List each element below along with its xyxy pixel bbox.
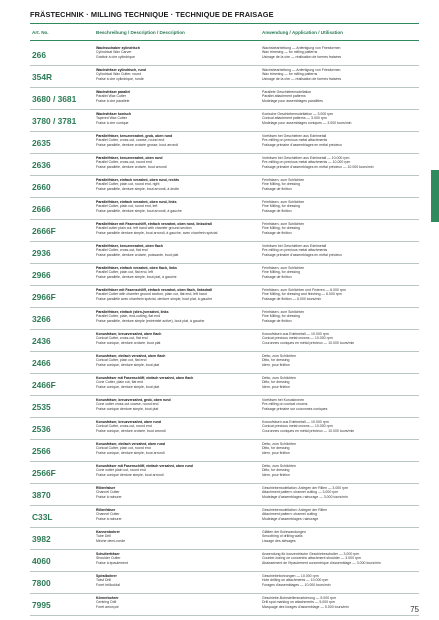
article-number: 3870: [32, 489, 51, 500]
application-line: Glätten der Bohrwandungen: [262, 530, 306, 534]
application-line: Idem, pour finition: [262, 472, 290, 477]
application-line: Fraisage de finition: [262, 318, 292, 323]
table-row: [30, 352, 419, 374]
description-line: Fraise conique denture simple, bout plat: [96, 406, 159, 411]
application-line: Modelage pour assemblages coniques — 3.000 tours/min: [262, 120, 352, 125]
description-line: Parallel Cutter, cross-cut, round end: [96, 160, 152, 165]
application-line: Modelage d'assemblages: rainurage — 3.000 tours/min: [262, 494, 348, 499]
description-line: Parallelfräser, kreuzverzahnt, grob, oben rund: [96, 134, 173, 138]
article-number: 2666: [32, 203, 51, 214]
application-line: Usinage de la cire — réalisation de formes fraisées: [262, 76, 342, 81]
description: [96, 508, 270, 521]
table-row: [30, 66, 419, 88]
application-line: Idem, pour finition: [262, 384, 290, 389]
description-line: Grattoir à cire cylindrique: [96, 54, 135, 59]
article-number: 354R: [32, 71, 53, 82]
description-line: Parallelfräser, einfach verzahnt, oben rund, rechts: [96, 178, 180, 182]
article-number: 7995: [32, 599, 51, 610]
application: [262, 508, 419, 521]
description-line: Cone cutter cross-cut coarse, round end: [96, 402, 159, 407]
application-line: Abaissement de l'épaulement concentrique d'assemblage — 3.000 tours/min: [262, 560, 381, 565]
application-line: Modelage pour assemblages parallèles: [262, 98, 323, 103]
description-line: Fraise parallèle, denture croisée grosse, bout arrondi: [96, 142, 179, 147]
application: [262, 288, 419, 301]
description-line: Konusfräser, kreuzverzahnt, oben rund: [96, 420, 161, 424]
application-line: Fraisage de finition: [262, 208, 292, 213]
application-line: Drill spot marking on attachments — 5.000 rpm: [262, 600, 336, 605]
description-line: Konusfräser, kreuzverzahnt, oben flach: [96, 332, 162, 336]
application-line: Fraisage de finition: [262, 186, 292, 191]
application-line: Ditto, for dressing: [262, 468, 290, 473]
table-row: [30, 330, 419, 352]
application-line: Smoothing of drilling walls: [262, 534, 303, 539]
application-line: Hole drilling on attachments — 10.000 rpm: [262, 578, 329, 583]
description-line: Conical Cutter, plain cut, flat end: [96, 358, 147, 363]
article-number: 3982: [32, 533, 51, 544]
description-line: Fraise à épaulement: [96, 560, 128, 565]
application-line: Ditto, for dressing: [262, 380, 290, 385]
description-line: Fraise conique, denture croisée, bout plat: [96, 340, 161, 345]
description-line: Fraise parallèle, denture croisée, bout arrondi: [96, 164, 167, 169]
application-line: Marquage des forages d'assemblage — 5.000 tours/min: [262, 604, 350, 609]
description-line: Parallel Cutter, cross-cut, coarse, round end: [96, 138, 165, 143]
description-line: Cone Cutter, plain cut, flat end: [96, 380, 144, 385]
description-line: Parallelfräser, kreuzverzahnt, oben rund: [96, 156, 163, 160]
description: [96, 68, 270, 81]
description-line: Parallel Cutter, cross-cut, flat end: [96, 248, 148, 253]
description: [96, 134, 270, 147]
section-tab: [431, 170, 439, 222]
page-title: FRÄSTECHNIK · MILLING TECHNIQUE · TECHNIQUE DE FRAISAGE: [30, 10, 274, 19]
description-line: Fraise conique, denture simple, bout plat: [96, 384, 160, 389]
application-line: Forages d'assemblages — 10.000 tours/min: [262, 582, 331, 587]
application-line: Fine Milling, for dressing: [262, 182, 300, 187]
description: [96, 46, 270, 59]
application-line: Geschiebebohrungen — 10.000 rpm: [262, 574, 319, 578]
application: [262, 596, 419, 609]
description: [96, 464, 270, 477]
table-row: [30, 220, 419, 242]
application: [262, 552, 419, 565]
application-line: Idem, pour finition: [262, 450, 290, 455]
description-line: Parallel Cutter with chamfer ground section, plain cut, flat end, left hand: [96, 292, 207, 297]
description: [96, 332, 270, 345]
description: [96, 90, 270, 103]
description: [96, 420, 270, 433]
description-line: Parallelfräser, einfach verzahnt, oben flach, links: [96, 266, 177, 270]
table-row: [30, 396, 419, 418]
application-line: Geschiebe-Bohrstellenmarkierung — 5.000 rpm: [262, 596, 337, 600]
description: [96, 200, 270, 213]
table-row: [30, 550, 419, 572]
description-line: Fraise conique, denture simple, bout arrondi: [96, 450, 165, 455]
application-line: Conical precious metal crowns — 10.000 rpm: [262, 336, 333, 341]
table-row: [30, 286, 419, 308]
application-line: Attachment pattern: channel cutting — 3.000 rpm: [262, 490, 339, 495]
description-line: Spiralbohrer: [96, 574, 117, 578]
description-line: Wachsschaber zylindrisch: [96, 46, 140, 50]
column-header-description: Beschreibung / Description / Description: [96, 30, 185, 35]
description-line: Parallel Cutter, plain cut, round end, left: [96, 204, 158, 209]
description: [96, 178, 270, 191]
description-line: Fraise conique, denture croisée, bout arrondi: [96, 428, 166, 433]
table-row: [30, 242, 419, 264]
table-row: [30, 462, 419, 484]
article-number: 2466: [32, 357, 51, 368]
application-line: Usinage de la cire — réalisation de formes fraisées: [262, 54, 342, 59]
description-line: Parallel Cutter, plain, end-cutting, flat end: [96, 314, 161, 319]
application-line: Wachsbearbeitung — Anfertigung von Friesformen: [262, 68, 341, 72]
description-line: Conical Cutter, cross-cut, round end: [96, 424, 152, 429]
application: [262, 420, 419, 433]
description: [96, 398, 270, 411]
column-header-art: Art. No.: [32, 30, 49, 35]
application-line: Feinfräsen, zum Schlichten: [262, 266, 305, 270]
page-number: 75: [410, 605, 419, 614]
description-line: Rillenfräser: [96, 486, 116, 490]
application-line: Vorfräsen bei Geschieben aus Edelmetall: [262, 244, 327, 248]
application-line: Wax trimming — for milling patterns: [262, 72, 318, 77]
article-number: 2635: [32, 137, 51, 148]
description-line: Fraise à cire conique: [96, 120, 129, 125]
application: [262, 486, 419, 499]
product-table: [30, 44, 419, 616]
description-line: Parallel Wax Cutter: [96, 94, 127, 99]
article-number: C33L: [32, 511, 53, 522]
table-row: [30, 198, 419, 220]
article-number: 2636: [32, 159, 51, 170]
application-line: Ditto, for dressing: [262, 358, 290, 363]
application-line: Fraisage de finition — 6.000 tours/min: [262, 296, 322, 301]
description-line: Twist Drill: [96, 578, 111, 583]
description-line: Parallelfräser, kreuzverzahnt, oben flach: [96, 244, 163, 248]
article-number: 2966F: [32, 291, 56, 302]
description-line: Fraise parallèle, denture simple, bout arrondi, à gauche: [96, 208, 182, 213]
description: [96, 310, 270, 323]
application-line: Pre-milling on precious metal attachments: [262, 138, 328, 143]
table-row: [30, 506, 419, 528]
article-number: 2566: [32, 445, 51, 456]
application: [262, 68, 419, 81]
description-line: Fraise parallèle avec chanfrein spécial, denture simple, bout plat, à gauche: [96, 296, 213, 301]
table-row: [30, 44, 419, 66]
application: [262, 398, 419, 411]
application-line: Parallel attachment patterns: [262, 94, 306, 99]
application-line: Feinfräsen, zum Schlichten: [262, 310, 305, 314]
application: [262, 222, 419, 235]
description-line: Schulterfräser: [96, 552, 120, 556]
application-line: Anwendung für konzentrische Geschiebeschulter — 3.000 rpm: [262, 552, 360, 556]
application: [262, 134, 419, 147]
description-line: Kannenbohrer: [96, 530, 120, 534]
description-line: Wachsfräser konisch: [96, 112, 132, 116]
article-number: 2966: [32, 269, 51, 280]
description: [96, 266, 270, 279]
description-line: Conical Cutter, plain cut, round end: [96, 446, 151, 451]
description-line: Parallel Cutter, plain cut, round end, right: [96, 182, 160, 187]
application-line: Vorfräsen bei Geschieben aus Edelmetall — 10.000 rpm: [262, 156, 350, 160]
application-line: Fine Milling, for dressing and finishing — 6.000 rpm: [262, 292, 342, 297]
application-line: Detto, zum Schlichten: [262, 442, 297, 446]
table-row: [30, 176, 419, 198]
description: [96, 596, 270, 609]
description: [96, 244, 270, 257]
article-number: 7800: [32, 577, 51, 588]
description: [96, 156, 270, 169]
table-row: [30, 418, 419, 440]
description-line: Fraise conique denture simple, bout arrondi: [96, 472, 164, 477]
application-line: Fine Milling, for dressing: [262, 226, 300, 231]
table-row: [30, 572, 419, 594]
table-row: [30, 88, 419, 110]
description-line: Fraise à rainurer: [96, 494, 122, 499]
application: [262, 266, 419, 279]
description-line: Cylindrical Wax Cutter, round: [96, 72, 142, 77]
application: [262, 46, 419, 59]
application-line: Pre-milling on precious metal attachments: [262, 248, 328, 253]
application-line: Feinfräsen, zum Schlichten: [262, 200, 305, 204]
description-line: Wachsfräser parallel: [96, 90, 131, 94]
application: [262, 530, 419, 543]
description-line: Centring Drill: [96, 600, 117, 605]
application: [262, 200, 419, 213]
description-line: Cylindrical Wax Carver: [96, 50, 132, 55]
article-number: 2536: [32, 423, 51, 434]
application-line: Fraisage de finition: [262, 230, 292, 235]
page-header: [30, 10, 419, 26]
description: [96, 442, 270, 455]
application-line: Conical precious metal crowns — 10.000 rpm: [262, 424, 333, 429]
description-line: Parallelfräser, einfach (stirn-)verzahnt, links: [96, 310, 169, 314]
description: [96, 486, 270, 499]
application: [262, 442, 419, 455]
table-row: [30, 132, 419, 154]
application-line: Fine Milling, for dressing: [262, 314, 300, 319]
application: [262, 574, 419, 587]
description-line: Parallelfräser mit Fasenschliff, einfach verzahnt, oben flach, linksdrall: [96, 288, 213, 292]
application-line: Couronnes coniques en métal précieux — 10.000 tours/min: [262, 340, 355, 345]
article-number: 2936: [32, 247, 51, 258]
application-line: Conical attachment patterns — 3.000 rpm: [262, 116, 327, 121]
description: [96, 354, 270, 367]
application-line: Vorfräsen bei Geschieben aus Edelmetall: [262, 134, 327, 138]
article-number: 266: [32, 49, 46, 60]
application-line: Fine Milling, for dressing: [262, 204, 300, 209]
application: [262, 90, 419, 103]
application-line: Pre-milling on conical crowns: [262, 402, 308, 407]
application-line: Pre-milling on precious metal attachments — 10.000 rpm: [262, 160, 351, 165]
description-line: Fraise parallèle, denture simple, bout plat, à gauche: [96, 274, 177, 279]
application-line: Konusfräsen aus Edelmetall — 10.000 rpm: [262, 332, 329, 336]
application-line: Konische Geschiebemodellation — 3.000 rpm: [262, 112, 334, 116]
application-line: Ditto, for dressing: [262, 446, 290, 451]
description-line: Fraise à rainurer: [96, 516, 122, 521]
description: [96, 288, 270, 301]
description-line: Fraise parallèle, denture simple (extrémité active), bout plat, à gauche: [96, 318, 205, 323]
application-line: Fine Milling, for dressing: [262, 270, 300, 275]
application-line: Detto, zum Schlichten: [262, 354, 297, 358]
table-row: [30, 110, 419, 132]
description-line: Fraise conique, denture simple, bout plat: [96, 362, 160, 367]
application-line: Fraisage primaire sur couronnes coniques: [262, 406, 328, 411]
table-row: [30, 308, 419, 330]
description-line: Parallel cutter plain cut, left hand with chamfer ground section: [96, 226, 192, 231]
description-line: Foret hélicoïdal: [96, 582, 120, 587]
description-line: Fraise à cire parallèle: [96, 98, 130, 103]
description: [96, 222, 270, 235]
article-number: 4060: [32, 555, 51, 566]
application: [262, 376, 419, 389]
application-line: Attachment pattern: channel cutting: [262, 512, 318, 517]
application-line: Idem, pour finition: [262, 362, 290, 367]
article-number: 2660: [32, 181, 51, 192]
table-row: [30, 264, 419, 286]
application-line: Fraisage de finition: [262, 274, 292, 279]
description-line: Fraise à cire cylindrique, ronde: [96, 76, 144, 81]
application: [262, 178, 419, 191]
application: [262, 112, 419, 125]
application-line: Parallele Geschiebemodellation: [262, 90, 312, 94]
description-line: Foret amorçoir: [96, 604, 119, 609]
application-line: Wax trimming — for milling patterns: [262, 50, 318, 55]
column-header-application: Anwendung / Application / Utilisation: [262, 30, 343, 35]
application-line: Wachsbearbeitung — Anfertigung von Friesformen: [262, 46, 341, 50]
application-line: Modelage d'assemblages: rainurage: [262, 516, 319, 521]
description-line: Channel Cutter: [96, 490, 120, 495]
table-row: [30, 374, 419, 396]
application-line: Detto, zum Schlichten: [262, 376, 297, 380]
application-line: Geschiebemodellation: Anlegen der Rillen — 3.000 rpm: [262, 486, 349, 490]
application-line: Counter-boring on concentric attachment shoulder — 3.000 rpm: [262, 556, 362, 561]
description: [96, 574, 270, 587]
application: [262, 244, 419, 257]
application-line: Feinfräsen, zum Schlichten: [262, 178, 305, 182]
table-row: [30, 594, 419, 616]
description-line: Parallelfräser, einfach verzahnt, oben rund, links: [96, 200, 177, 204]
article-number: 2566F: [32, 467, 56, 478]
description-line: Rillenfräser: [96, 508, 116, 512]
application: [262, 354, 419, 367]
description: [96, 530, 270, 543]
header-rule: [30, 23, 419, 24]
application-line: Geschiebemodellation: Anlegen der Rillen: [262, 508, 327, 512]
application: [262, 310, 419, 323]
article-number: 3266: [32, 313, 51, 324]
description-line: Cone cutter plain cut, round end: [96, 468, 146, 473]
description-line: Konusfräser, kreuzverzahnt, grob, oben rund: [96, 398, 171, 402]
description-line: Fraise parallèle, denture croisée, puissante, bout plat: [96, 252, 179, 257]
application-line: Feinfräsen, zum Schlichten und Finieren — 6.000 rpm: [262, 288, 346, 292]
description-line: Tube Drill: [96, 534, 111, 539]
application-line: Feinfräsen, zum Schlichten: [262, 222, 305, 226]
table-row: [30, 528, 419, 550]
application-line: Lissage des alésages: [262, 538, 296, 543]
description-line: Conical Cutter, cross-cut, flat end: [96, 336, 148, 341]
article-number: 3780 / 3781: [32, 115, 77, 126]
description-line: Körnerbohrer: [96, 596, 119, 600]
column-header-rule: [30, 40, 419, 41]
description-line: Parallelfräser mit Fasenschliff, einfach verzahnt, oben rund, linksdrall: [96, 222, 212, 226]
article-number: 2436: [32, 335, 51, 346]
description-line: Konusfräser mit Fasenschliff, einfach verzahnt, oben rund: [96, 464, 193, 468]
application: [262, 156, 419, 169]
description-line: Shoulder Cutter: [96, 556, 121, 561]
table-row: [30, 440, 419, 462]
description: [96, 376, 270, 389]
description-line: Parallel Cutter, plain cut, flat end, left: [96, 270, 154, 275]
application: [262, 464, 419, 477]
article-number: 2535: [32, 401, 51, 412]
application: [262, 332, 419, 345]
description-line: Fraise parallèle, denture simple, bout arrondi, à droite: [96, 186, 180, 191]
article-number: 3680 / 3681: [32, 93, 77, 104]
article-number: 2666F: [32, 225, 56, 236]
application-line: Fraisage primaire d'assemblages en métal précieux — 10.000 tours/min: [262, 164, 374, 169]
description: [96, 112, 270, 125]
table-row: [30, 154, 419, 176]
description-line: Wachsfräser zylindrisch, rund: [96, 68, 146, 72]
description-line: Konusfräser, einfach verzahnt, oben flach: [96, 354, 166, 358]
application-line: Couronnes coniques en métal précieux — 10.000 tours/min: [262, 428, 355, 433]
description-line: Channel Cutter: [96, 512, 120, 517]
description: [96, 552, 270, 565]
description-line: Mèche demi-ronde: [96, 538, 126, 543]
application-line: Detto, zum Schlichten: [262, 464, 297, 468]
table-row: [30, 484, 419, 506]
application-line: Fraisage primaire d'assemblages en métal précieux: [262, 252, 343, 257]
description-line: Tapered Wax Cutter: [96, 116, 127, 121]
description-line: Konusfräser mit Fasenschliff, einfach verzahnt, oben flach: [96, 376, 194, 380]
article-number: 2466F: [32, 379, 56, 390]
application-line: Vorfräsen bei Konuskronen: [262, 398, 305, 402]
description-line: Konusfräser, einfach verzahnt, oben rund: [96, 442, 166, 446]
application-line: Konusfräsen aus Edelmetall — 10.000 rpm: [262, 420, 329, 424]
application-line: Fraisage primaire d'assemblages en métal précieux: [262, 142, 343, 147]
description-line: Fraise parallèle denture simple, bout arrondi, à gauche, avec chanfrein spécial: [96, 230, 218, 235]
